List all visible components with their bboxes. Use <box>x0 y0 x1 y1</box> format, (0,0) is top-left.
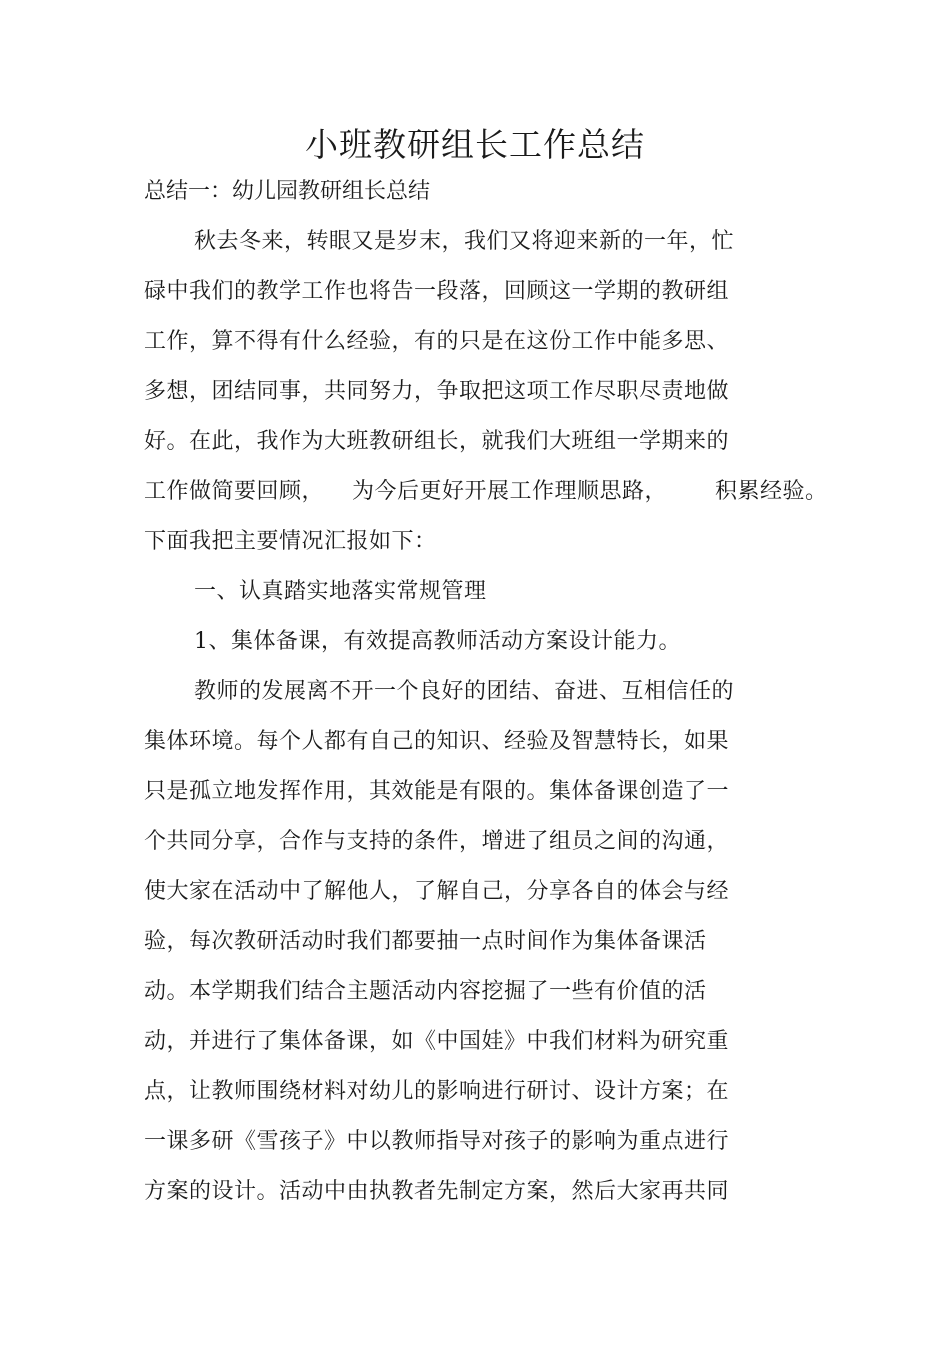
section-heading: 一、认真踏实地落实常规管理 <box>194 579 487 604</box>
paragraph-line: 多想，团结同事，共同努力，争取把这项工作尽职尽责地做 <box>144 379 730 404</box>
paragraph-line: 验，每次教研活动时我们都要抽一点时间作为集体备课活 <box>144 929 707 954</box>
paragraph-line: 秋去冬来，转眼又是岁末，我们又将迎来新的一年，忙 <box>194 229 735 254</box>
paragraph-line: 工作，算不得有什么经验，有的只是在这份工作中能多思、 <box>144 329 730 354</box>
paragraph-line: 动，并进行了集体备课，如《中国娃》中我们材料为研究重 <box>144 1029 730 1054</box>
paragraph-line: 点，让教师围绕材料对幼儿的影响进行研讨、设计方案；在 <box>144 1079 730 1104</box>
paragraph-line: 碌中我们的教学工作也将告一段落，回顾这一学期的教研组 <box>144 279 730 304</box>
document-title: 小班教研组长工作总结 <box>305 125 645 164</box>
paragraph-line: 个共同分享，合作与支持的条件，增进了组员之间的沟通， <box>144 829 730 854</box>
paragraph-line: 方案的设计。活动中由执教者先制定方案，然后大家再共同 <box>144 1179 730 1204</box>
paragraph-line: 使大家在活动中了解他人，了解自己，分享各自的体会与经 <box>144 879 730 904</box>
paragraph-line: 一课多研《雪孩子》中以教师指导对孩子的影响为重点进行 <box>144 1129 730 1154</box>
paragraph-line-split <box>144 472 828 512</box>
section-subtitle: 总结一：幼儿园教研组长总结 <box>144 179 431 204</box>
line-segment: 工作做简要回顾， <box>144 479 325 504</box>
paragraph-line: 下面我把主要情况汇报如下： <box>144 529 437 554</box>
paragraph-line: 只是孤立地发挥作用，其效能是有限的。集体备课创造了一 <box>144 779 730 804</box>
paragraph-line: 动。本学期我们结合主题活动内容挖掘了一些有价值的活 <box>144 979 707 1004</box>
paragraph-line: 集体环境。每个人都有自己的知识、经验及智慧特长，如果 <box>144 729 730 754</box>
line-segment: 为今后更好开展工作理顺思路， <box>352 479 668 504</box>
line-segment: 积累经验。 <box>715 479 828 504</box>
paragraph-line: 好。在此，我作为大班教研组长，就我们大班组一学期来的 <box>144 429 730 454</box>
paragraph-line: 教师的发展离不开一个良好的团结、奋进、互相信任的 <box>194 679 735 704</box>
subsection-heading: 1、集体备课，有效提高教师活动方案设计能力。 <box>194 629 681 654</box>
